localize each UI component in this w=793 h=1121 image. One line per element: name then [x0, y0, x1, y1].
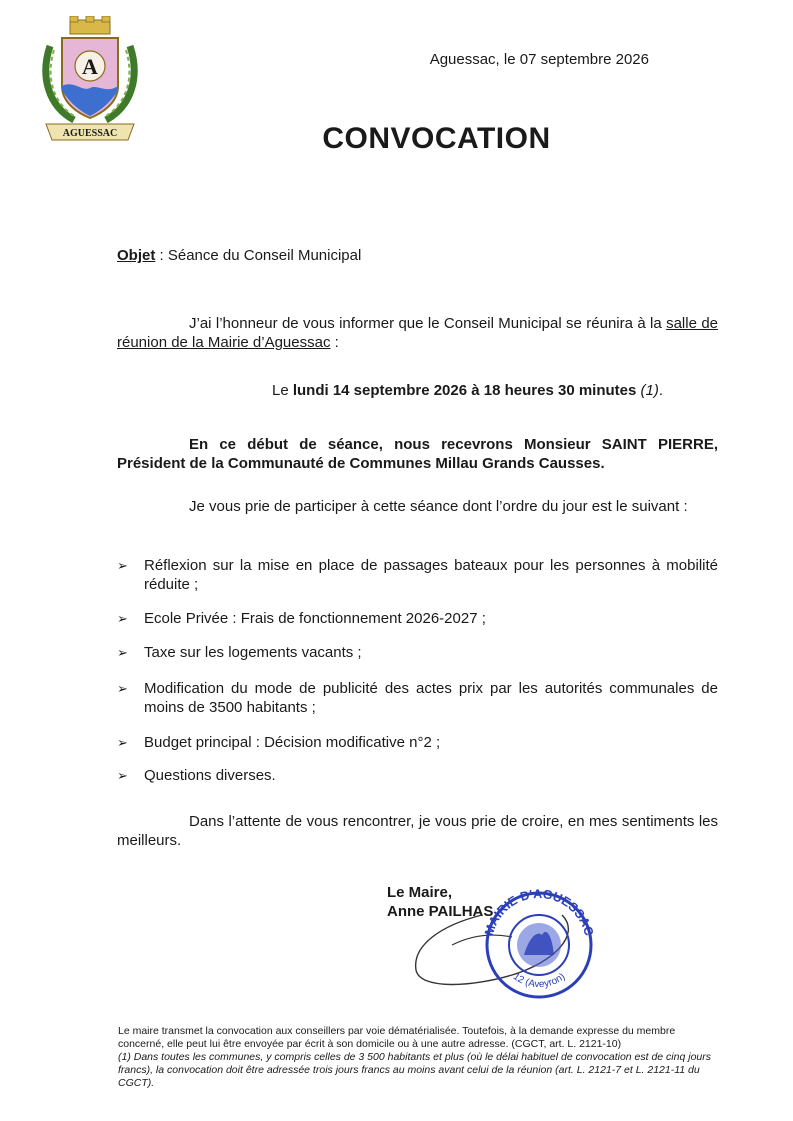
- signatory-name: Anne PAILHAS: [387, 903, 494, 920]
- agenda-item: [117, 766, 718, 785]
- meeting-date-time: lundi 14 septembre 2026 à 18 heures 30 minutes: [292, 382, 637, 399]
- agenda-item: [117, 733, 718, 752]
- agenda-item: [117, 643, 718, 662]
- agenda-item-text: Réflexion sur la mise en place de passages bateaux pour les personnes à mobilité réduite ;: [144, 557, 718, 593]
- arrow-bullet-icon: ➢: [117, 735, 128, 750]
- logo-letter: A: [82, 54, 98, 79]
- agenda-item: [117, 679, 718, 717]
- arrow-bullet-icon: ➢: [117, 558, 128, 573]
- official-stamp-icon: [482, 887, 596, 997]
- agenda-intro: Je vous prie de participer à cette séance dont l’ordre du jour est le suivant :: [189, 498, 688, 515]
- arrow-bullet-icon: ➢: [117, 611, 128, 626]
- signatory-title: Le Maire,: [387, 884, 453, 901]
- meeting-place: salle de réunion de la Mairie d’Aguessac: [117, 315, 719, 351]
- intro-text: J’ai l’honneur de vous informer que le Conseil Municipal se réunira à la: [189, 315, 667, 332]
- footer-notes: [118, 1025, 718, 1090]
- meeting-note-ref: (1): [636, 382, 659, 399]
- signature-and-stamp: [412, 875, 602, 1005]
- agenda-item-text: Modification du mode de publicité des actes prix par les autorités communales de moins de 3500 habitants ;: [144, 680, 718, 716]
- subject-label: Objet: [117, 247, 156, 264]
- agenda-item-text: Budget principal : Décision modificative n°2 ;: [144, 734, 441, 751]
- intro-paragraph: [117, 314, 718, 352]
- agenda-item-text: Taxe sur les logements vacants ;: [144, 644, 362, 661]
- meeting-datetime: [117, 381, 718, 400]
- agenda-item: [117, 556, 718, 594]
- arrow-bullet-icon: ➢: [117, 681, 128, 696]
- logo-ribbon-text: AGUESSAC: [62, 128, 118, 139]
- place-and-date: Aguessac, le 07 septembre 2026: [429, 51, 649, 68]
- stamp-text: MAIRIE D'AGUESSAC: [481, 886, 597, 938]
- meeting-prefix: Le: [271, 382, 293, 399]
- subject-text: Séance du Conseil Municipal: [167, 247, 362, 264]
- arrow-bullet-icon: ➢: [117, 645, 128, 660]
- stamp-subtext: 12 (Aveyron): [510, 971, 568, 991]
- intro-end: :: [330, 334, 339, 351]
- arrow-bullet-icon: ➢: [117, 768, 128, 783]
- subject-separator: :: [155, 247, 168, 264]
- agenda-item-text: Questions diverses.: [144, 767, 276, 784]
- guest-announcement: En ce début de séance, nous recevrons Monsieur SAINT PIERRE, Président de la Communauté de Communes Millau Grands Causses.: [117, 436, 718, 472]
- footer-footnote: (1) Dans toutes les communes, y compris celles de 3 500 habitants et plus (où le délai habituel de convocation est de cinq jours francs), la convocation doit être adressée trois jours francs au moins avant celui de la réunion (art. L. 2121-7 et L. 2121-11 du CGCT).: [118, 1051, 711, 1089]
- meeting-end: .: [658, 382, 664, 399]
- agenda-item: [117, 609, 718, 628]
- subject-line: [117, 246, 361, 265]
- footer-legal-note: Le maire transmet la convocation aux conseillers par voie dématérialisée. Toutefois, à la demande expresse du membre concerné, elle peut lui être envoyée par écrit à son domicile ou à une autre adresse. (CGCT, art. L. 2121-10): [118, 1025, 676, 1050]
- document-title: CONVOCATION: [322, 122, 551, 155]
- agenda-item-text: Ecole Privée : Frais de fonctionnement 2026-2027 ;: [144, 610, 486, 627]
- closing-paragraph: Dans l’attente de vous rencontrer, je vous prie de croire, en mes sentiments les meilleurs.: [117, 813, 718, 849]
